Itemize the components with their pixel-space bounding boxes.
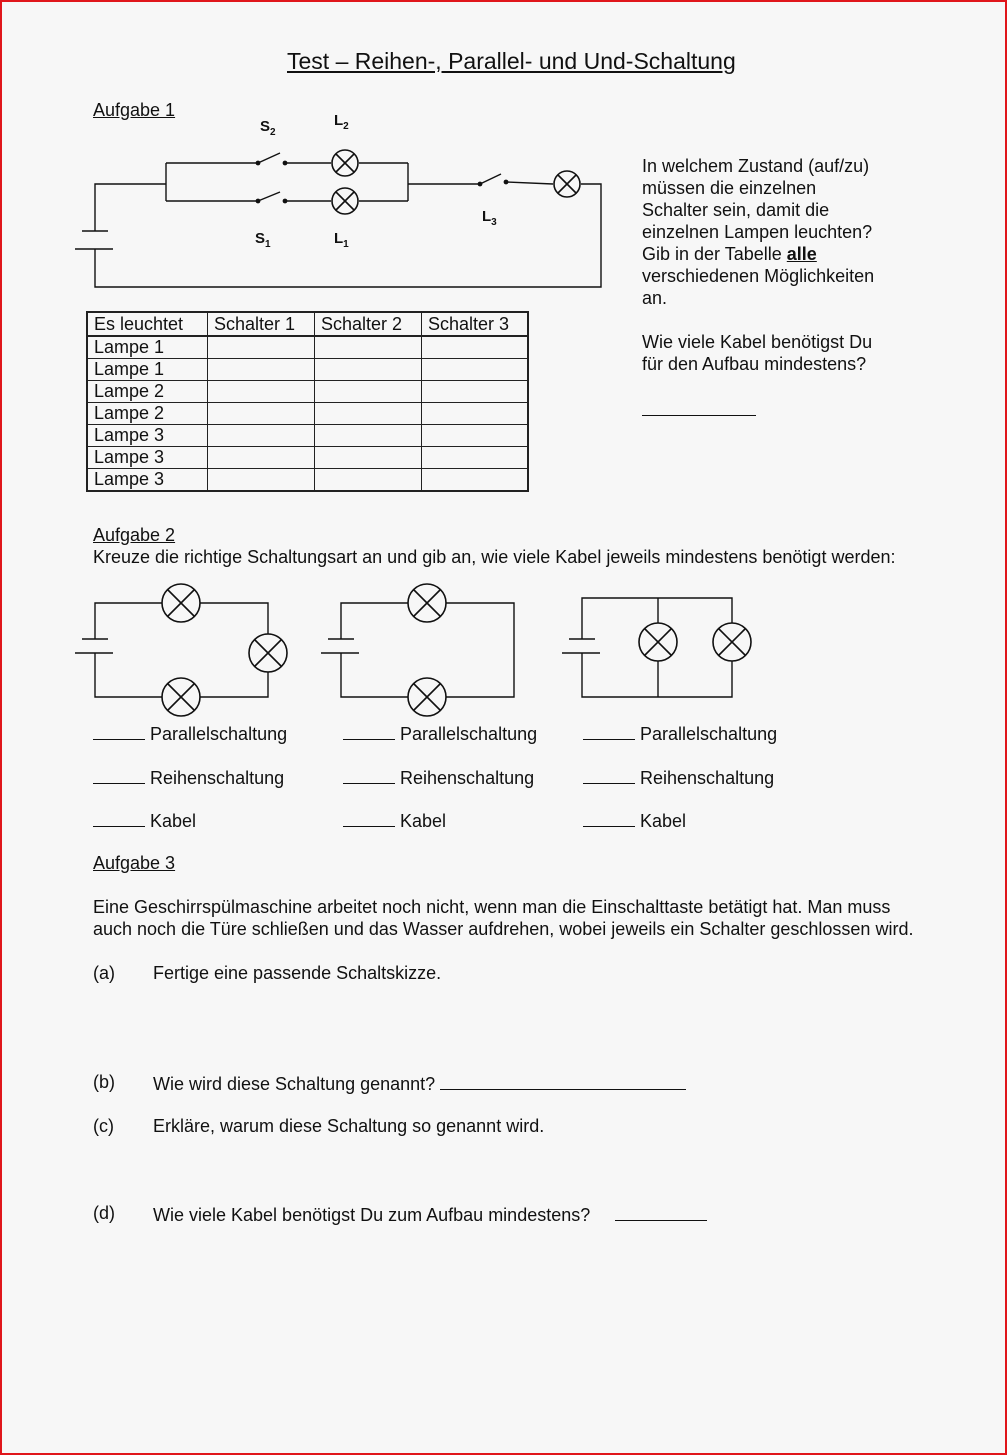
row-label: Lampe 3: [87, 469, 208, 492]
option-parallel-2: Parallelschaltung: [343, 721, 537, 745]
lamp-icon: [408, 584, 446, 622]
lamp-l3-icon: [554, 171, 580, 197]
lamp-icon: [162, 678, 200, 716]
row-label: Lampe 3: [87, 425, 208, 447]
item-a-label: (a): [93, 963, 115, 983]
row-label: Lampe 1: [87, 359, 208, 381]
item-d-label: (d): [93, 1203, 115, 1223]
aufgabe2-instruction: Kreuze die richtige Schaltungsart an und gib an, wie viele Kabel jeweils mindestens benötigt werden:: [93, 547, 896, 567]
page-title: Test – Reihen-, Parallel- und Und-Schaltung: [287, 48, 736, 74]
table-header: Schalter 1: [208, 312, 315, 336]
option-reihe-1: Reihenschaltung: [93, 765, 284, 789]
emphasis-alle: alle: [786, 244, 817, 264]
aufgabe3-intro-line2: auch noch die Türe schließen und das Wasser aufdrehen, wobei jeweils ein Schalter geschlossen wird.: [93, 919, 914, 939]
row-label: Lampe 2: [87, 403, 208, 425]
lamp-l2-icon: [332, 150, 358, 176]
row-label: Lampe 1: [87, 336, 208, 359]
table-header: Schalter 3: [422, 312, 529, 336]
item-b-label: (b): [93, 1072, 115, 1092]
lamp-icon: [162, 584, 200, 622]
row-label: Lampe 3: [87, 447, 208, 469]
option-kabel-2: Kabel: [343, 808, 446, 832]
lamp-icon: [713, 623, 751, 661]
option-reihe-2: Reihenschaltung: [343, 765, 534, 789]
option-reihe-3: Reihenschaltung: [583, 765, 774, 789]
label-l2: $L_2$: [334, 112, 349, 132]
item-c-text: Erkläre, warum diese Schaltung so genannt wird.: [153, 1116, 545, 1136]
lamp-l1-icon: [332, 188, 358, 214]
label-s2: $S_2$: [260, 118, 276, 138]
table-header: Es leuchtet: [87, 312, 208, 336]
lamp-icon: [639, 623, 677, 661]
option-kabel-1: Kabel: [93, 808, 196, 832]
item-a-text: Fertige eine passende Schaltskizze.: [153, 963, 442, 983]
label-s1: $S_1$: [255, 230, 271, 250]
circuit-diagrams: [2, 2, 1005, 1453]
option-kabel-3: Kabel: [583, 808, 686, 832]
item-d-question: Wie viele Kabel benötigst Du zum Aufbau mindestens?: [153, 1202, 707, 1226]
label-l1: $L_1$: [334, 230, 349, 250]
option-parallel-3: Parallelschaltung: [583, 721, 777, 745]
label-l3: $L_3$: [482, 208, 497, 228]
aufgabe2-heading: Aufgabe 2: [93, 525, 176, 545]
lamp-icon: [408, 678, 446, 716]
aufgabe1-question: In welchem Zustand (auf/zu) müssen die einzelnen Schalter sein, damit die einzelnen Lampen leuchten? Gib in der Tabelle alle verschiedenen Möglichkeiten an. Wie viele Kabel benötigst Du für den Aufbau mindestens?: [642, 155, 912, 421]
option-parallel-1: Parallelschaltung: [93, 721, 287, 745]
item-b-question: Wie wird diese Schaltung genannt?: [153, 1071, 686, 1095]
row-label: Lampe 2: [87, 381, 208, 403]
aufgabe3-intro-line1: Eine Geschirrspülmaschine arbeitet noch nicht, wenn man die Einschalttaste betätigt hat. Man muss: [93, 897, 891, 917]
item-c-label: (c): [93, 1116, 114, 1136]
table-header: Schalter 2: [315, 312, 422, 336]
aufgabe3-heading: Aufgabe 3: [93, 853, 176, 873]
lamp-icon: [249, 634, 287, 672]
switch-contacts: [256, 161, 509, 204]
aufgabe1-heading: Aufgabe 1: [93, 100, 176, 120]
